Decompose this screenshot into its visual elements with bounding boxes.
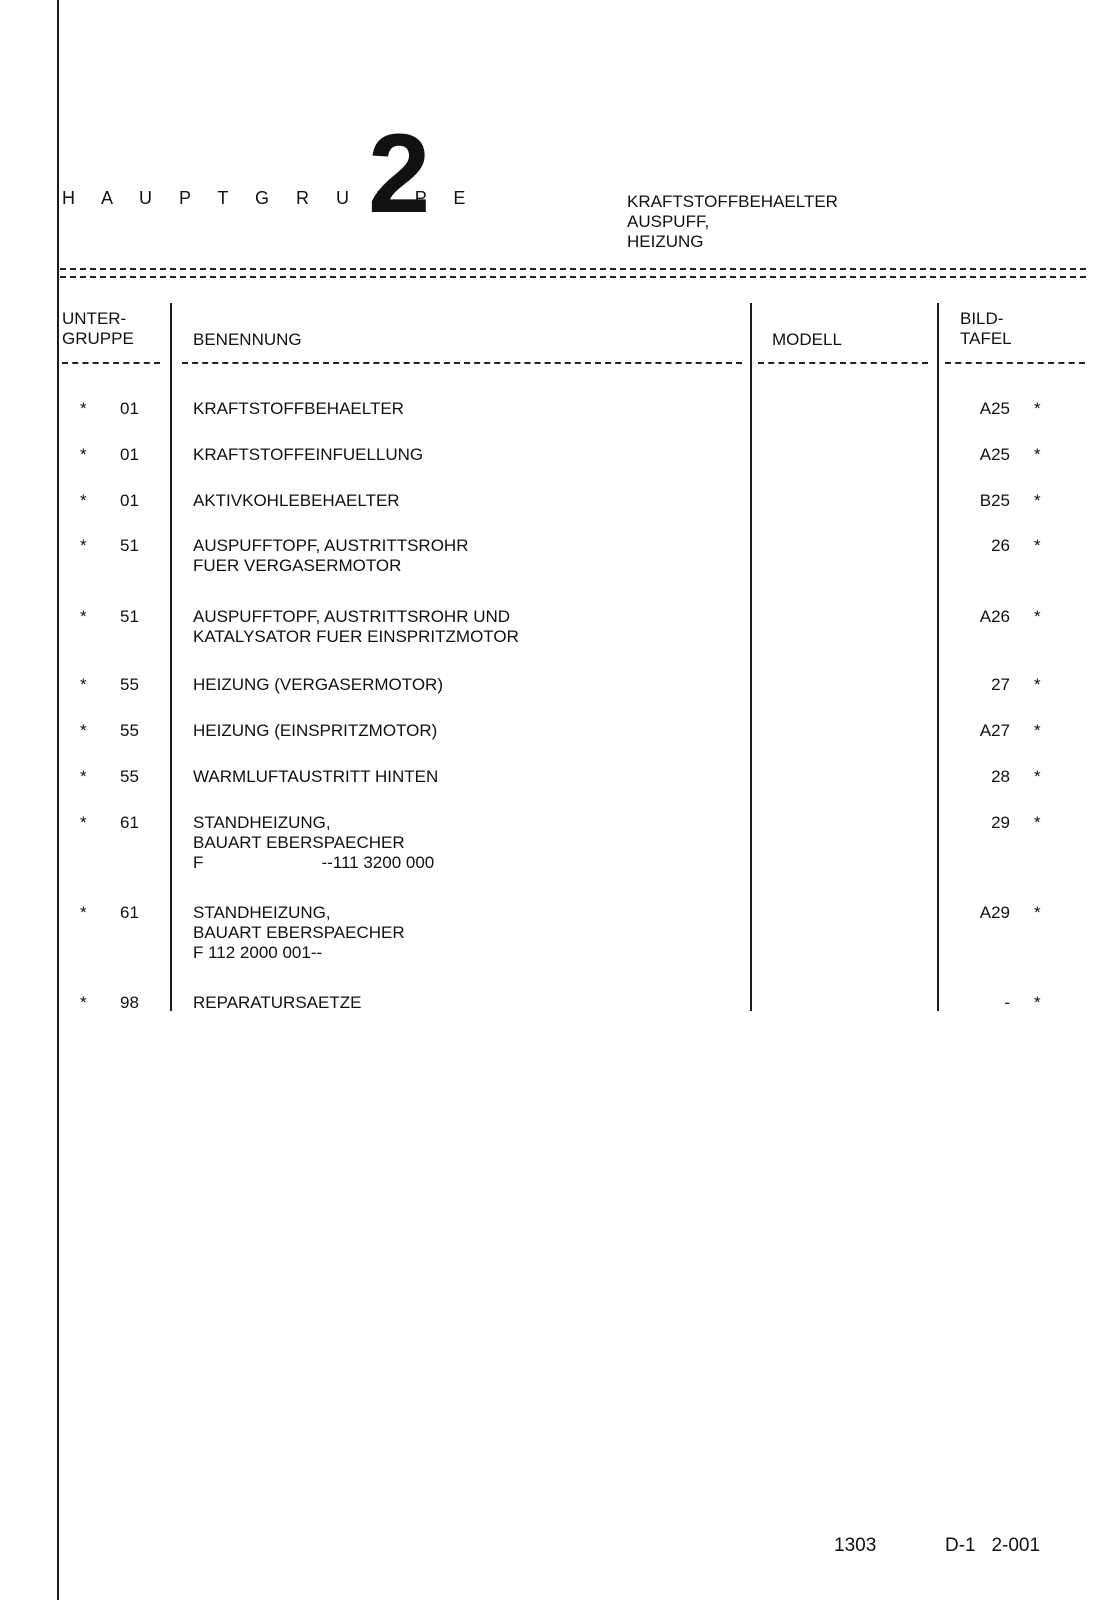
column-header-bildtafel: BILD- TAFEL <box>960 309 1012 348</box>
header-dash-rule-4 <box>945 362 1085 364</box>
column-header-modell: MODELL <box>772 330 842 349</box>
hauptgruppe-label: H A U P T G R U P P E <box>62 188 477 208</box>
description-line-2: AUSPUFF, <box>627 212 710 231</box>
description-line-3: HEIZUNG <box>627 232 704 251</box>
header-double-rule <box>60 268 1086 278</box>
header-dash-rule-2 <box>182 362 742 364</box>
footer-code: 1303 <box>834 1535 877 1556</box>
hauptgruppe-number: 2 <box>368 111 431 236</box>
footer-page-number: D-1 2-001 <box>945 1535 1041 1556</box>
header-dash-rule-1 <box>62 362 160 364</box>
column-header-benennung: BENENNUNG <box>193 330 302 349</box>
column-header-untergruppe: UNTER- GRUPPE <box>62 309 134 348</box>
column-divider-2 <box>750 303 752 1011</box>
description-line-1: KRAFTSTOFFBEHAELTER <box>627 192 838 211</box>
binding-line <box>57 0 59 1600</box>
hauptgruppe-description <box>627 192 838 252</box>
column-divider-3 <box>937 303 939 1011</box>
header-dash-rule-3 <box>758 362 928 364</box>
column-divider-1 <box>170 303 172 1011</box>
